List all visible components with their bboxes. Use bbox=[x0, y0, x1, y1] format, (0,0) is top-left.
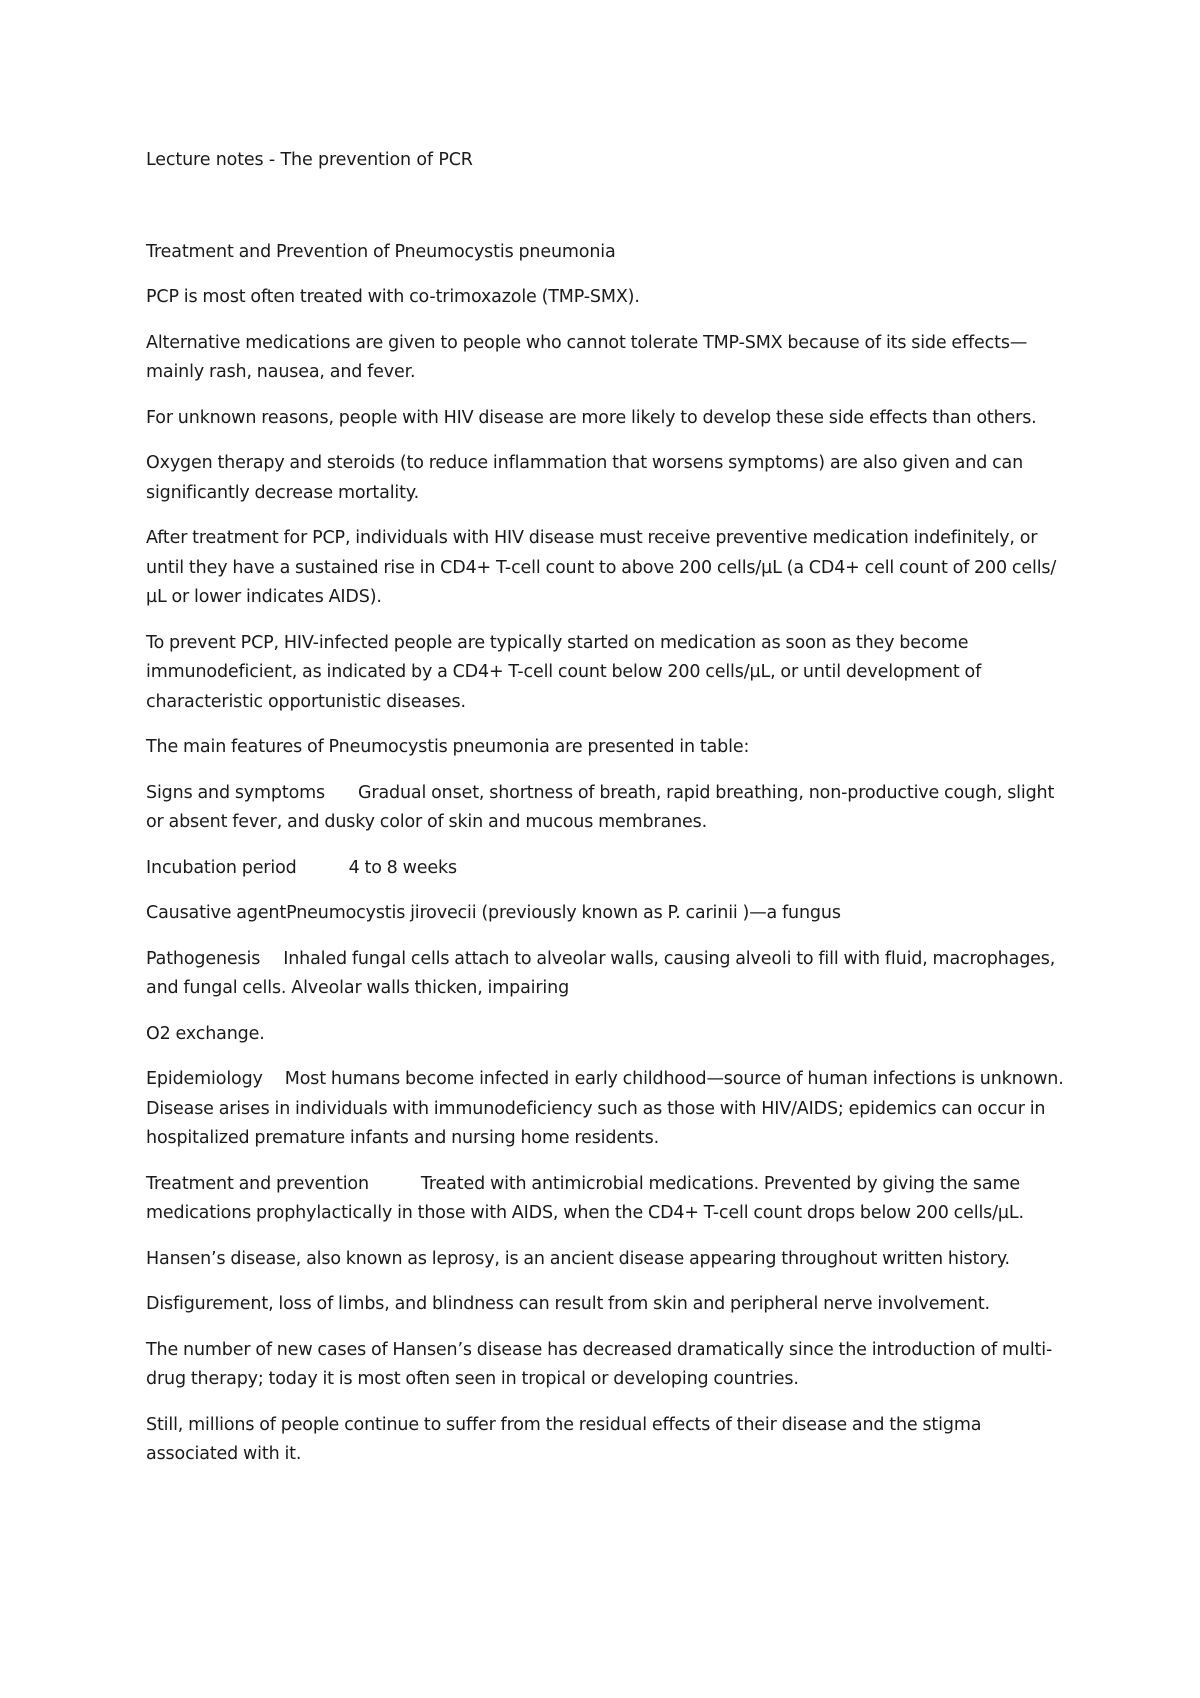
document-title: Lecture notes - The prevention of PCR bbox=[146, 150, 473, 170]
paragraph: Still, millions of people continue to suffer from the residual effects of their disease and the stigma associated with it. bbox=[146, 1414, 982, 1464]
feature-value: Gradual onset, shortness of breath, rapid breathing, non-productive cough, slight or absent fever, and dusky color of skin and mucous membranes. bbox=[146, 782, 1055, 832]
feature-value: O2 exchange. bbox=[146, 1023, 265, 1044]
paragraph: After treatment for PCP, individuals with HIV disease must receive preventive medication indefinitely, or until they have a sustained rise in CD4+ T-cell count to above 200 cells/µL (a CD4+ cell count of 200 cells/µL or lower indicates AIDS). bbox=[146, 528, 1057, 607]
feature-row-incubation bbox=[146, 854, 1066, 884]
paragraph: PCP is most often treated with co-trimoxazole (TMP-SMX). bbox=[146, 287, 640, 307]
feature-label: Causative agent bbox=[146, 903, 287, 923]
paragraph: The number of new cases of Hansen’s disease has decreased dramatically since the introduction of multi-drug therapy; today it is most often seen in tropical or developing countries. bbox=[146, 1339, 1053, 1389]
feature-value: Treated with antimicrobial medications. Prevented by giving the same medications prophylactically in those with AIDS, when the CD4+ T-cell count drops below 200 cells/µL. bbox=[146, 1173, 1024, 1223]
feature-label: Epidemiology bbox=[146, 1069, 263, 1089]
feature-label: Pathogenesis bbox=[146, 948, 261, 969]
paragraph: To prevent PCP, HIV-infected people are typically started on medication as soon as they become immunodeficient, as indicated by a CD4+ T-cell count below 200 cells/µL, or until development of characteristic opportunistic diseases. bbox=[146, 632, 982, 712]
feature-row-signs bbox=[146, 779, 1066, 838]
feature-value: Inhaled fungal cells attach to alveolar walls, causing alveoli to fill with fluid, macrophages, and fungal cells. Alveolar walls thicken, impairing bbox=[146, 948, 1056, 998]
feature-row-pathogenesis bbox=[146, 945, 1066, 1004]
feature-label: Treatment and prevention bbox=[146, 1173, 369, 1194]
feature-label: Incubation period bbox=[146, 857, 297, 878]
section-heading: Treatment and Prevention of Pneumocystis pneumonia bbox=[146, 241, 616, 262]
feature-value: Pneumocystis jirovecii (previously known as P. carinii )—a fungus bbox=[286, 903, 841, 923]
feature-label: Signs and symptoms bbox=[146, 782, 325, 803]
feature-value: Most humans become infected in early childhood—source of human infections is unknown. Disease arises in individuals with immunodeficiency such as those with HIV/AIDS; epidemics can occur in hospitalized premature infants and nursing home residents. bbox=[146, 1069, 1064, 1148]
feature-row-epidemiology bbox=[146, 1065, 1066, 1154]
feature-row-agent bbox=[146, 899, 1066, 929]
paragraph: Disfigurement, loss of limbs, and blindness can result from skin and peripheral nerve involvement. bbox=[146, 1294, 990, 1314]
paragraph: For unknown reasons, people with HIV disease are more likely to develop these side effects than others. bbox=[146, 407, 1037, 428]
paragraph: Oxygen therapy and steroids (to reduce inflammation that worsens symptoms) are also given and can significantly decrease mortality. bbox=[146, 453, 1024, 503]
paragraph: The main features of Pneumocystis pneumonia are presented in table: bbox=[146, 737, 750, 757]
feature-value: 4 to 8 weeks bbox=[348, 857, 457, 878]
feature-row-treatment bbox=[146, 1170, 1066, 1229]
paragraph: Hansen’s disease, also known as leprosy, is an ancient disease appearing throughout written history. bbox=[146, 1248, 1010, 1269]
document-body bbox=[146, 146, 1066, 1486]
feature-row-continuation bbox=[146, 1020, 1066, 1050]
paragraph: Alternative medications are given to people who cannot tolerate TMP-SMX because of its side effects—mainly rash, nausea, and fever. bbox=[146, 332, 1028, 382]
